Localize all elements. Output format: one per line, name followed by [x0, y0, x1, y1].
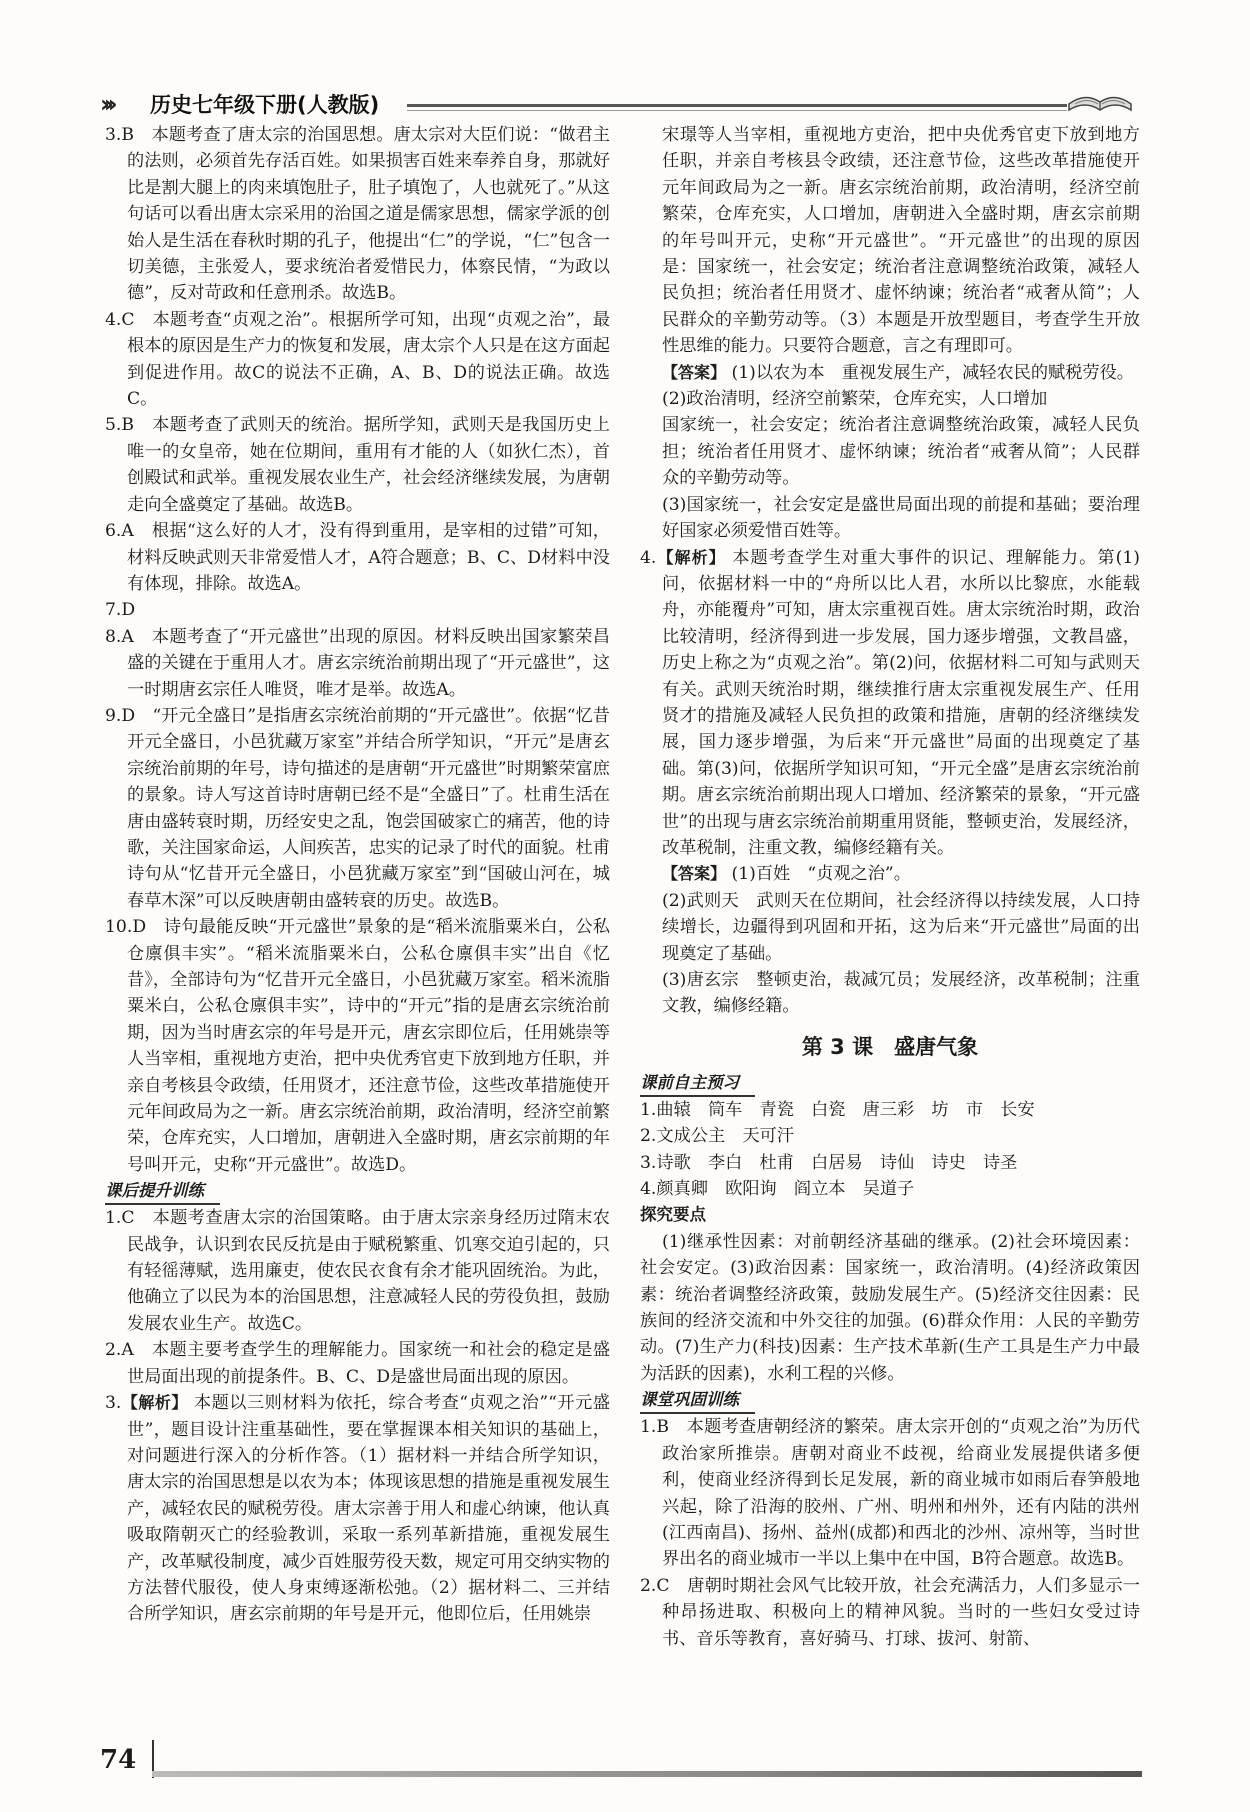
lesson-title: 第 3 课 盛唐气象 — [801, 1034, 979, 1059]
header-rule — [407, 104, 1067, 107]
answer-item: 2.A 本题主要考查学生的理解能力。国家统一和社会的稳定是盛世局面出现的前提条件。B、C、D是盛世局面出现的原因。 — [105, 1340, 610, 1387]
page-number: 74 — [100, 1745, 137, 1775]
answer-item: 1.B 本题考查唐朝经济的繁荣。唐太宗开创的“贞观之治”为历代政治家所推崇。唐朝对商业不歧视，给商业发展提供诸多便利，使商业经济得到长足发展，新的商业城市如雨后春笋般地兴起，除了沿海的胶州、广州、明州和州外，还有内陆的洪州(江西南昌)、扬州、益州(成都)和西北的沙州、凉州等，当时世界出名的商业城市一半以上集中在中国，B符合题意。故选B。 — [640, 1417, 1140, 1570]
section-heading: 课后提升训练 — [105, 1179, 220, 1205]
footer-rule — [152, 1771, 1142, 1777]
preview-line: 3.诗歌 李白 杜甫 白居易 诗仙 诗史 诗圣 — [640, 1152, 1018, 1173]
open-book-icon — [1065, 84, 1135, 118]
answer-item-3: 3.【解析】 本题以三则材料为依托，综合考查“贞观之治”“开元盛世”，题目设计注重基础性，要在掌握课本相关知识的基础上，对问题进行深入的分析作答。（1）据材料一并结合所学知识，唐太宗的治国思想是以农为本；体现该思想的措施是重视发展生产，减轻农民的赋税劳役。唐太宗善于用人和虚心纳谏，他认真吸取隋朝灭亡的经验教训，采取一系列革新措施，重视发展生产，改革赋役制度，减少百姓服劳役天数，规定可用交纳实物的方法替代服役，使人身束缚逐渐松弛。（2）据材料二、三并结合所学知识，唐玄宗前期的年号是开元，他即位后，任用姚崇 — [105, 1393, 610, 1625]
answer-item: 5.B 本题考查了武则天的统治。据所学知，武则天是我国历史上唯一的女皇帝，她在位期间，重用有才能的人（如狄仁杰），首创殿试和武举。重视发展农业生产，社会经济继续发展，为唐朝走向全盛奠定了基础。故选B。 — [105, 415, 610, 515]
answer-item: 1.C 本题考查唐太宗的治国策略。由于唐太宗亲身经历过隋末农民战争，认识到农民反抗是由于赋税繁重、饥寒交迫引起的，只有轻徭薄赋，选用廉吏，使农民衣食有余才能巩固统治。为此，他确立了以民为本的治国思想，注意减轻人民的劳役负担，鼓励发展农业生产。故选C。 — [105, 1208, 610, 1334]
answer-item: 10.D 诗句最能反映“开元盛世”景象的是“稻米流脂粟米白，公私仓廪俱丰实”。“稻米流脂粟米白，公私仓廪俱丰实”出自《忆昔》，全部诗句为“忆昔开元全盛日，小邑犹藏万家室。稻米流脂粟米白，公私仓廪俱丰实”，诗中的“开元”指的是唐玄宗统治前期，因为当时唐玄宗的年号是开元，唐玄宗即位后，任用姚崇等人当宰相，重视地方吏治，把中央优秀官吏下放到地方任职，并亲自考核县令政绩，任用贤才，还注意节俭，这些改革措施使开元年间政局为之一新。唐玄宗统治前期，政治清明，经济空前繁荣，仓库充实，人口增加，唐朝进入全盛时期，唐玄宗前期的年号叫开元，史称“开元盛世”。故选D。 — [105, 917, 610, 1175]
analysis-text: 本题考查学生对重大事件的识记、理解能力。第(1)问，依据材料一中的“舟所以比人君，水所以比黎庶，水能载舟，亦能覆舟”可知，唐太宗重视百姓。唐太宗统治时期，政治比较清明，经济得到进一步发展，国力逐步增强，文教昌盛，历史上称之为“贞观之治”。第(2)问，依据材料二可知与武则天有关。武则天统治时期，继续推行唐太宗重视发展生产、任用贤才的措施及减轻人民负担的政策和措施，唐朝的经济继续发展，国力逐步增强，为后来“开元盛世”局面的出现奠定了基础。第(3)问，依据所学知识可知，“开元全盛”是唐玄宗统治前期。唐玄宗统治前期出现人口增加、经济繁荣的景象，“开元盛世”的出现与唐玄宗统治前期重用贤能，整顿吏治，发展经济，改革税制，注重文教，编修经籍有关。 — [662, 547, 1140, 858]
answer-line: (3)唐玄宗 整顿吏治，裁减冗员；发展经济，改革税制；注重文教，编修经籍。 — [662, 970, 1140, 1017]
answer-item: 9.D “开元全盛日”是指唐玄宗统治前期的“开元盛世”。依据“忆昔开元全盛日，小邑犹藏万家室”并结合所学知识，“开元”是唐玄宗统治前期的年号，诗句描述的是唐朝“开元盛世”时期繁荣富庶的景象。诗人写这首诗时唐朝已经不是“全盛日”了。杜甫生活在唐由盛转衰时期，历经安史之乱，饱尝国破家亡的痛苦，他的诗歌，关注国家命运，人间疾苦，忠实的记录了时代的面貌。杜甫诗句从“忆昔开元全盛日，小邑犹藏万家室”到“国破山河在，城春草木深”可以反映唐朝由盛转衰的历史。故选B。 — [105, 705, 610, 911]
analysis-text: 本题以三则材料为依托，综合考查“贞观之治”“开元盛世”，题目设计注重基础性，要在掌握课本相关知识的基础上，对问题进行深入的分析作答。（1）据材料一并结合所学知识，唐太宗的治国思想是以农为本；体现该思想的措施是重视发展生产，减轻农民的赋税劳役。唐太宗善于用人和虚心纳谏，他认真吸取隋朝灭亡的经验教训，采取一系列革新措施，重视发展生产，改革赋役制度，减少百姓服劳役天数，规定可用交纳实物的方法替代服役，使人身束缚逐渐松弛。（2）据材料二、三并结合所学知识，唐玄宗前期的年号是开元，他即位后，任用姚崇 — [127, 1393, 610, 1625]
section-heading: 课堂巩固训练 — [640, 1388, 755, 1414]
answer-line: (1)以农为本 重视发展生产，减轻农民的赋税劳役。 — [731, 362, 1134, 383]
answer-line: (3)国家统一，社会安定是盛世局面出现的前提和基础；要治理好国家必须爱惜百姓等。 — [662, 494, 1140, 542]
section-heading: 探究要点 — [640, 1205, 706, 1225]
answer-item-4: 4.【解析】 本题考查学生对重大事件的识记、理解能力。第(1)问，依据材料一中的“舟所以比人君，水所以比黎庶，水能载舟，亦能覆舟”可知，唐太宗重视百姓。唐太宗统治时期，政治比较清明，经济得到进一步发展，国力逐步增强，文教昌盛，历史上称之为“贞观之治”。第(2)问，依据材料二可知与武则天有关。武则天统治时期，继续推行唐太宗重视发展生产、任用贤才的措施及减轻人民负担的政策和措施，唐朝的经济继续发展，国力逐步增强，为后来“开元盛世”局面的出现奠定了基础。第(3)问，依据所学知识可知，“开元全盛”是唐玄宗统治前期。唐玄宗统治前期出现人口增加、经济繁荣的景象，“开元盛世”的出现与唐玄宗统治前期重用贤能，整顿吏治，发展经济，改革税制，注重文教，编修经籍有关。 — [640, 547, 1140, 858]
answer-line: (2)政治清明，经济空前繁荣，仓库充实，人口增加 — [662, 389, 1048, 410]
answer-item: 4.C 本题考查“贞观之治”。根据所学可知，出现“贞观之治”，最根本的原因是生产力的恢复和发展，唐太宗个人只是在这方面起到促进作用。故C的说法不正确，A、B、D的说法正确。故选C。 — [105, 309, 610, 410]
explore-text: (1)继承性因素：对前朝经济基础的继承。(2)社会环境因素：社会安定。(3)政治因素：国家统一，政治清明。(4)经济政策因素：统治者调整经济政策，鼓励发展生产。(5)经济交往因素：民族间的经济交流和中外交往的加强。(6)群众作用：人民的辛勤劳动。(7)生产力(科技)因素：生产技术革新(生产工具是生产力中最为活跃的因素)，水利工程的兴修。 — [640, 1231, 1140, 1384]
answer-line: (2)武则天 武则天在位期间，社会经济得以持续发展，人口持续增长，边疆得到巩固和开拓，这为后来“开元盛世”局面的出现奠定了基础。 — [662, 890, 1140, 964]
preview-line: 2.文成公主 天可汗 — [640, 1126, 794, 1147]
answer-item: 2.C 唐朝时期社会风气比较开放，社会充满活力，人们多显示一种昂扬进取、积极向上的精神风貌。当时的一些妇女受过诗书、音乐等教育，喜好骑马、打球、拔河、射箭、 — [640, 1575, 1140, 1649]
answer-item: 3.B 本题考查了唐太宗的治国思想。唐太宗对大臣们说：“做君主的法则，必须首先存活百姓。如果损害百姓来奉养自身，那就好比是割大腿上的肉来填饱肚子，肚子填饱了，人也就死了。”从这句话可以看出唐太宗采用的治国之道是儒家思想，儒家学派的创始人是生活在春秋时期的孔子，他提出“仁”的学说，“仁”包含一切美德，主张爱人，要求统治者爱惜民力，体察民情，“为政以德”，反对苛政和任意刑杀。故选B。 — [105, 125, 610, 304]
answer-item: 8.A 本题考查了“开元盛世”出现的原因。材料反映出国家繁荣昌盛的关键在于重用人才。唐玄宗统治前期出现了“开元盛世”，这一时期唐玄宗任人唯贤，唯才是举。故选A。 — [105, 626, 610, 700]
answer-line: (1)百姓 “贞观之治”。 — [731, 864, 911, 885]
answer-block — [640, 360, 1140, 386]
page-header — [95, 84, 1135, 124]
page-title: 历史七年级下册(人教版) — [150, 93, 380, 117]
answer-tag: 【答案】 — [662, 864, 727, 884]
preview-line: 4.颜真卿 欧阳询 阎立本 吴道子 — [640, 1179, 915, 1200]
answer-block — [640, 861, 1140, 887]
answer-item: 7.D — [105, 600, 136, 621]
answer-tag: 【答案】 — [662, 362, 727, 382]
left-column — [105, 122, 610, 1628]
answer-line: 国家统一，社会安定；统治者注意调整统治政策，减轻人民负担；统治者任用贤才、虚怀纳谏；统治者“戒奢从简”；人民群众的辛勤劳动等。 — [662, 415, 1140, 489]
section-heading: 课前自主预习 — [640, 1071, 755, 1097]
preview-line: 1.曲辕 筒车 青瓷 白瓷 唐三彩 坊 市 长安 — [640, 1099, 1035, 1120]
header-rule-thin — [407, 110, 1067, 111]
analysis-tag: 【解析】 — [121, 1393, 188, 1413]
continued-text: 宋璟等人当宰相，重视地方吏治，把中央优秀官吏下放到地方任职，并亲自考核县令政绩，还注意节俭，这些改革措施使开元年间政局为之一新。唐玄宗统治前期，政治清明，经济空前繁荣，仓库充实，人口增加，唐朝进入全盛时期，唐玄宗前期的年号叫开元，史称“开元盛世”。“开元盛世”的出现的原因是：国家统一，社会安定；统治者注意调整统治政策，减轻人民负担；统治者任用贤才、虚怀纳谏；统治者“戒奢从简”；人民群众的辛勤劳动等。（3）本题是开放型题目，考查学生开放性思维的能力。只要符合题意，言之有理即可。 — [662, 125, 1140, 357]
chevrons-icon: ››› — [100, 90, 112, 118]
answer-item: 6.A 根据“这么好的人才，没有得到重用，是宰相的过错”可知，材料反映武则天非常爱惜人才，A符合题意；B、C、D材料中没有体现，排除。故选A。 — [105, 521, 610, 594]
right-column — [640, 122, 1140, 1652]
analysis-tag: 【解析】 — [656, 547, 726, 567]
